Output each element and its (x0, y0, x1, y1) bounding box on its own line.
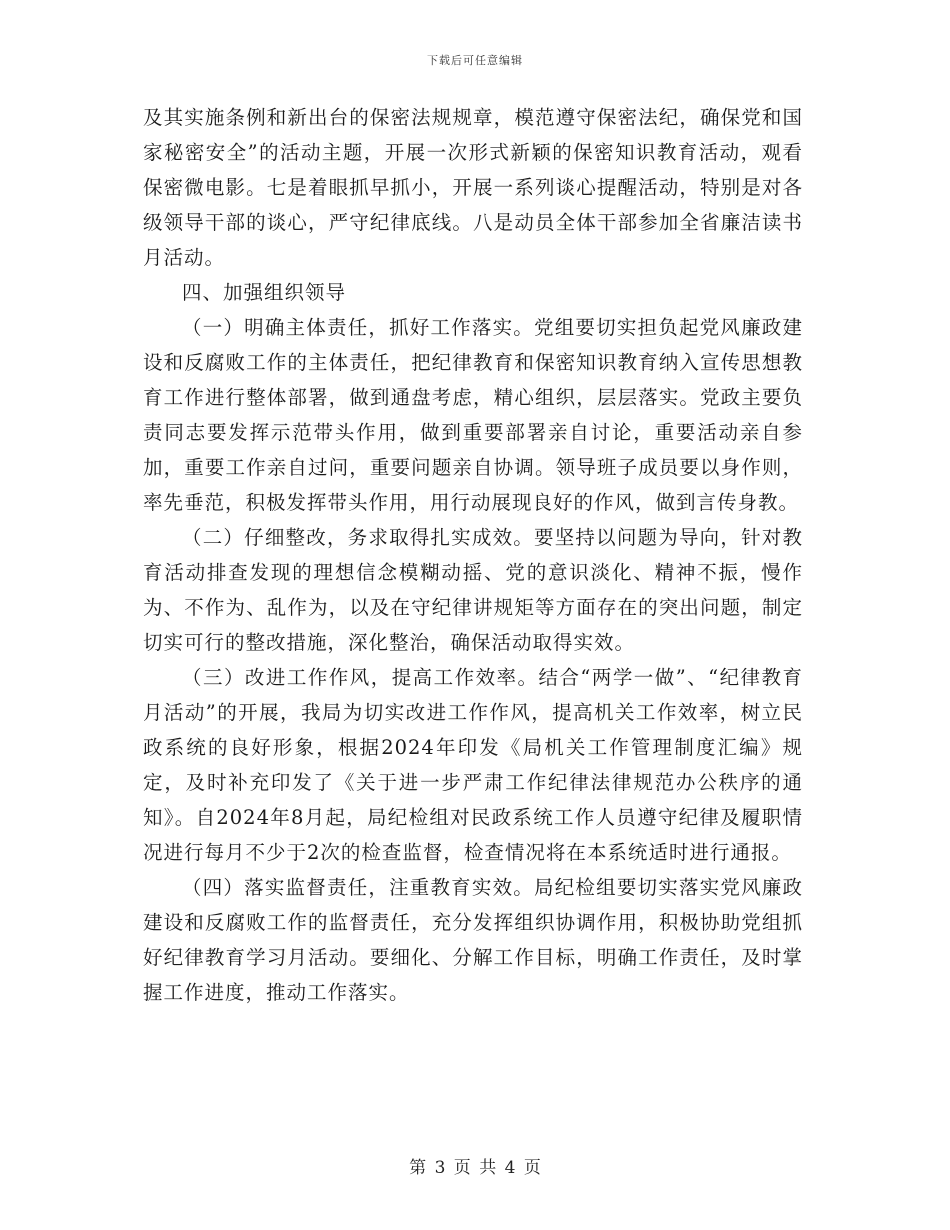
document-body (143, 100, 803, 1010)
page-number-footer: 第 3 页 共 4 页 (409, 1158, 541, 1178)
page-header-note: 下载后可任意编辑 (427, 54, 523, 67)
paragraph-item-2: （二）仔细整改，务求取得扎实成效。要坚持以问题为导向，针对教育活动排查发现的理想信念模糊动摇、党的意识淡化、精神不振，慢作为、不作为、乱作为，以及在守纪律讲规矩等方面存在的突出问题，制定切实可行的整改措施，深化整治，确保活动取得实效。 (143, 526, 803, 654)
paragraph-item-3: （三）改进工作作风，提高工作效率。结合“两学一做”、“纪律教育月活动”的开展，我局为切实改进工作作风，提高机关工作效率，树立民政系统的良好形象，根据2024年印发《局机关工作管理制度汇编》规定，及时补充印发了《关于进一步严肃工作纪律法律规范办公秩序的通知》。自2024年8月起，局纪检组对民政系统工作人员遵守纪律及履职情况进行每月不少于2次的检查监督，检查情况将在本系统适时进行通报。 (143, 666, 803, 864)
paragraph-item-1: （一）明确主体责任，抓好工作落实。党组要切实担负起党风廉政建设和反腐败工作的主体责任，把纪律教育和保密知识教育纳入宣传思想教育工作进行整体部署，做到通盘考虑，精心组织，层层落实。党政主要负责同志要发挥示范带头作用，做到重要部署亲自讨论，重要活动亲自参加，重要工作亲自过问，重要问题亲自协调。领导班子成员要以身作则，率先垂范，积极发挥带头作用，用行动展现良好的作风，做到言传身教。 (143, 316, 803, 514)
section-heading: 四、加强组织领导 (182, 281, 347, 304)
paragraph-item-4: （四）落实监督责任，注重教育实效。局纪检组要切实落实党风廉政建设和反腐败工作的监督责任，充分发挥组织协调作用，积极协助党组抓好纪律教育学习月活动。要细化、分解工作目标，明确工作责任，及时掌握工作进度，推动工作落实。 (143, 876, 803, 1004)
paragraph-continuation: 及其实施条例和新出台的保密法规规章，模范遵守保密法纪，确保党和国家秘密安全”的活动主题，开展一次形式新颖的保密知识教育活动，观看保密微电影。七是着眼抓早抓小，开展一系列谈心提醒活动，特别是对各级领导干部的谈心，严守纪律底线。八是动员全体干部参加全省廉洁读书月活动。 (143, 106, 803, 269)
